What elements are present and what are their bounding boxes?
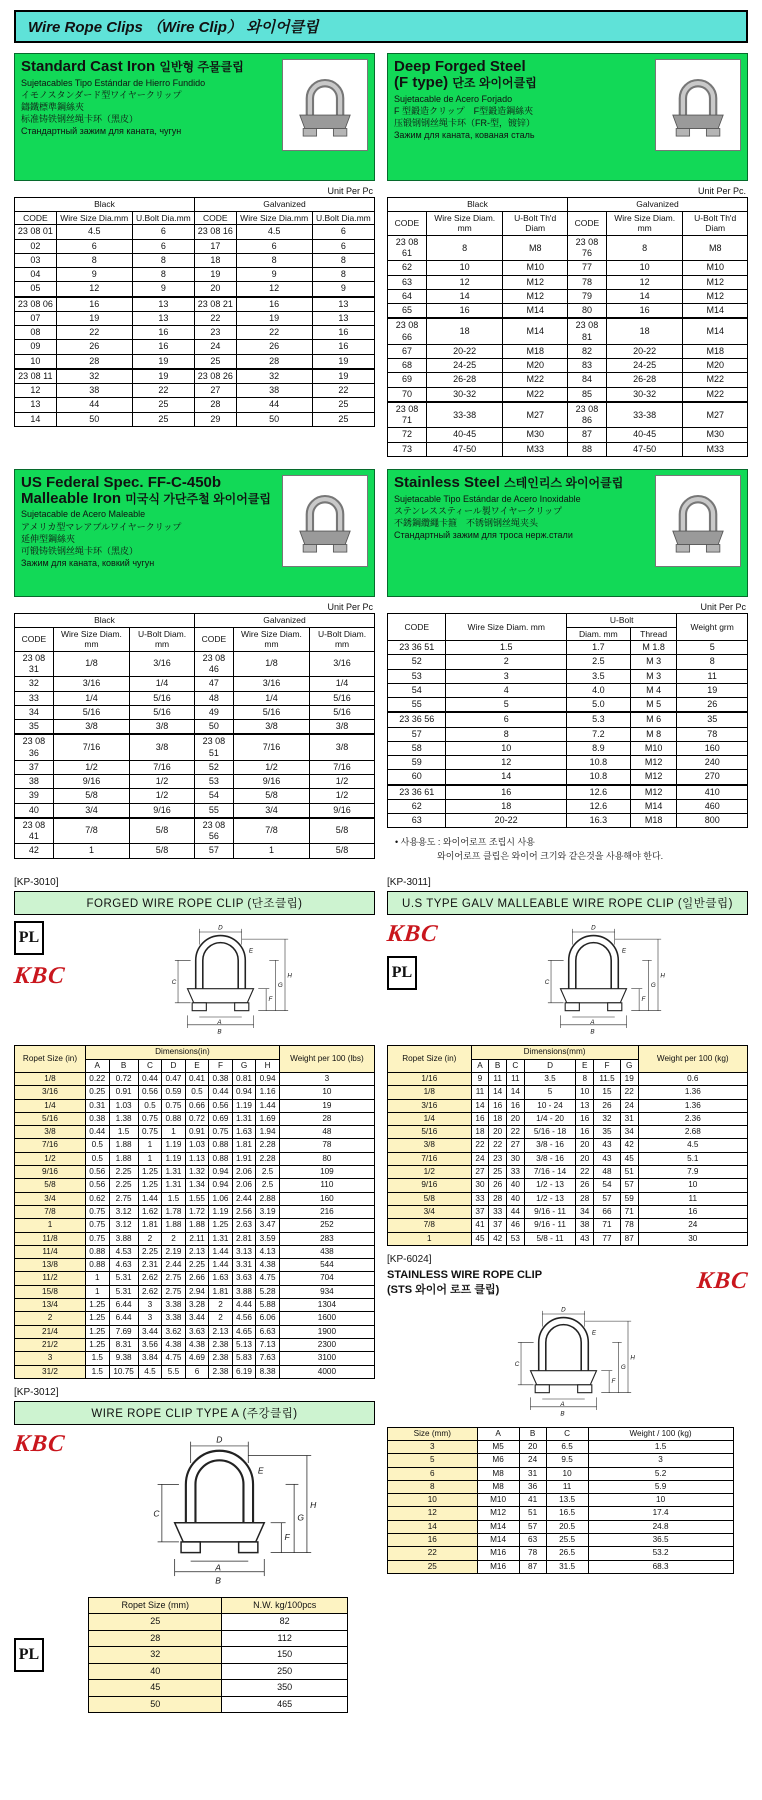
col-dim-g: G	[620, 1059, 638, 1072]
table-row: 5/16 18 20 22 5/16 - 18 16 35 34 2.68	[388, 1126, 748, 1139]
table-row: 55 5 5.0 M 5 26	[388, 698, 748, 713]
col-size: Size (mm)	[388, 1427, 478, 1440]
table-row: 9/16 30 26 40 1/2 - 13 26 54 57 10	[388, 1179, 748, 1192]
table-row: 1/8 0.22 0.72 0.44 0.47 0.41 0.38 0.81 0.94 3	[15, 1072, 375, 1085]
col-wire-size: Wire Size Diam. mm	[53, 627, 129, 651]
table-row: 1 0.75 3.12 1.81 1.88 1.88 1.25 2.63 3.47 252	[15, 1219, 375, 1232]
pl-logo: PL	[387, 956, 417, 990]
unit-label: Unit Per Pc	[327, 601, 373, 612]
table-row: 63 20-22 16.3 M18 800	[388, 814, 748, 828]
svg-text:F: F	[284, 1531, 290, 1542]
col-group-black: Black	[15, 198, 195, 212]
table-row: 60 14 10.8 M12 270	[388, 770, 748, 785]
panel-line: Зажим для каната, ковкий чугун	[21, 557, 155, 568]
table-row: 1/8 11 14 14 5 10 15 22 1.36	[388, 1086, 748, 1099]
table-row: 3/8 0.44 1.5 0.75 1 0.91 0.75 1.63 1.94 48	[15, 1126, 375, 1139]
table-row: 08 22 16 23 22 16	[15, 326, 375, 340]
table-row: 34 5/16 5/16 49 5/16 5/16	[15, 705, 375, 719]
section-malleable-iron	[14, 469, 375, 859]
table-row: 10 M10 41 13.5 10	[388, 1494, 734, 1507]
col-weight: Weight grm	[677, 613, 748, 640]
col-rope-size: Ropet Size (in)	[388, 1046, 472, 1073]
svg-text:D: D	[215, 1434, 223, 1445]
table-row: 6 M8 31 10 5.2	[388, 1467, 734, 1480]
panel-line: イモノスタンダード型ワイヤークリップ	[21, 89, 182, 100]
col-code: CODE	[194, 627, 233, 651]
note-line-1: • 사용용도 : 와이어로프 조립시 사용	[395, 837, 535, 848]
col-dim-a: A	[471, 1059, 489, 1072]
table-row: 3/16 0.25 0.91 0.56 0.59 0.5 0.44 0.94 1.16 10	[15, 1086, 375, 1099]
panel-cast-iron	[14, 53, 375, 181]
table-row: 02 6 6 17 6 6	[15, 239, 375, 253]
panel-line: ステンレススティール製ワイヤークリップ	[394, 505, 563, 516]
table-row: 03 8 8 18 8 8	[15, 253, 375, 267]
svg-text:B: B	[560, 1410, 565, 1418]
svg-text:A: A	[560, 1400, 565, 1408]
kp3011-heading: U.S TYPE GALV MALLEABLE WIRE ROPE CLIP (일반클립)	[387, 891, 748, 915]
table-row: 73 47-50 M33 88 47-50 M33	[388, 442, 748, 456]
table-row: 53 3 3.5 M 3 11	[388, 669, 748, 683]
col-dim-d: D	[524, 1059, 576, 1072]
panel-title: Deep Forged Steel (F type) 단조 와이어클립	[394, 58, 537, 91]
col-dim-a: A	[86, 1059, 110, 1072]
wire-clip-photo	[282, 59, 368, 151]
svg-text:D: D	[591, 925, 596, 933]
table-row: 57 8 7.2 M 8 78	[388, 727, 748, 741]
wire-clip-photo	[655, 59, 741, 151]
col-code: CODE	[15, 627, 54, 651]
table-row: 3 M5 20 6.5 1.5	[388, 1440, 734, 1453]
table-row: 15/8 1 5.31 2.62 2.75 2.94 1.81 3.88 5.28 934	[15, 1285, 375, 1298]
table-row: 40 250	[89, 1663, 348, 1680]
col-weight: Weight per 100 (kg)	[638, 1046, 747, 1073]
wire-clip-photo	[282, 475, 368, 567]
table-row: 23 08 36 7/16 3/8 23 08 51 7/16 3/8	[15, 734, 375, 760]
table-row: 3/8 22 22 27 3/8 - 16 20 43 42 4.5	[388, 1139, 748, 1152]
table-row: 23 08 61 8 M8 23 08 76 8 M8	[388, 235, 748, 261]
panel-line: 不銹鋼纜繩卡箍 不锈钢钢丝绳夹头	[394, 517, 539, 528]
table-row: 3/16 14 16 16 10 - 24 13 26 24 1.36	[388, 1099, 748, 1112]
panel-line: Стандартный зажим для каната, чугун	[21, 126, 182, 137]
panel-title: Standard Cast Iron 일반형 주물클립	[21, 58, 244, 75]
col-ubolt: U.Bolt Dia.mm	[132, 211, 194, 225]
svg-text:A: A	[590, 1019, 595, 1027]
col-ubolt: U.Bolt Dia.mm	[312, 211, 374, 225]
table-row: 11/8 0.75 3.88 2 2 2.11 1.31 2.81 3.59 283	[15, 1232, 375, 1245]
catalog-code-kp3012: [KP-3012]	[14, 1386, 59, 1398]
panel-line: 鑄鐵標準鋼絲夾	[21, 102, 85, 113]
table-row: 7/8 0.75 3.12 1.62 1.78 1.72 1.19 2.56 3.19 216	[15, 1205, 375, 1218]
table-row: 05 12 9 20 12 9	[15, 282, 375, 297]
panel-forged-steel	[387, 53, 748, 181]
table-row: 37 1/2 7/16 52 1/2 7/16	[15, 760, 375, 774]
col-code: CODE	[388, 613, 446, 640]
table-row: 58 10 8.9 M10 160	[388, 741, 748, 755]
table-row: 72 40-45 M30 87 40-45 M30	[388, 428, 748, 442]
svg-text:F: F	[611, 1377, 616, 1385]
col-dim-b: B	[489, 1059, 507, 1072]
table-row: 52 2 2.5 M 3 8	[388, 655, 748, 669]
table-row: 42 1 5/8 57 1 5/8	[15, 844, 375, 858]
malleable-iron-table	[14, 613, 375, 859]
kbc-logo: KBC	[385, 921, 440, 948]
unit-label: Unit Per Pc	[700, 601, 746, 612]
col-dim-a: A	[477, 1427, 519, 1440]
table-row: 3/4 37 33 44 9/16 - 11 34 66 71 16	[388, 1205, 748, 1218]
col-dim-d: D	[162, 1059, 186, 1072]
panel-malleable-iron	[14, 469, 375, 597]
svg-text:B: B	[214, 1575, 221, 1586]
table-row: 23 08 66 18 M14 23 08 81 18 M14	[388, 318, 748, 344]
col-group-dimensions: Dimensions(mm)	[471, 1046, 638, 1059]
table-row: 40 3/4 9/16 55 3/4 9/16	[15, 803, 375, 818]
section-kp3012	[14, 1387, 375, 1714]
table-row: 33 1/4 5/16 48 1/4 5/16	[15, 691, 375, 705]
clip-dimension-diagram	[448, 921, 748, 1039]
col-diam: Diam. mm	[566, 627, 630, 641]
col-dim-f: F	[594, 1059, 621, 1072]
section-kp3011	[387, 877, 748, 1245]
pl-logo: PL	[14, 1638, 44, 1672]
col-ubolt: U-Bolt Diam. mm	[130, 627, 195, 651]
stainless-steel-table	[387, 613, 748, 829]
kp3012-heading: WIRE ROPE CLIP TYPE A (주강클립)	[14, 1401, 375, 1425]
panel-title: US Federal Spec. FF-C-450b Malleable Iron 미국식 가단주철 와이어클립	[21, 473, 271, 507]
kp3010-table	[14, 1045, 375, 1378]
table-row: 35 3/8 3/8 50 3/8 3/8	[15, 720, 375, 735]
table-row: 7/16 0.5 1.88 1 1.19 1.03 0.88 1.81 2.28 78	[15, 1139, 375, 1152]
table-row: 12 38 22 27 38 22	[15, 384, 375, 398]
table-row: 07 19 13 22 19 13	[15, 311, 375, 325]
table-row: 11/2 1 5.31 2.62 2.75 2.66 1.63 3.63 4.75 704	[15, 1272, 375, 1285]
page-title: Wire Rope Clips （Wire Clip） 와이어클립	[14, 10, 748, 43]
table-row: 14 M14 57 20.5 24.8	[388, 1520, 734, 1533]
svg-text:G: G	[297, 1512, 304, 1523]
panel-line: Стандартный зажим для троса нерж.стали	[394, 530, 573, 541]
col-wire-size: Wire Size Dia.mm	[236, 211, 312, 225]
table-row: 69 26-28 M22 84 26-28 M22	[388, 373, 748, 387]
kp6024-heading: STAINLESS WIRE ROPE CLIP (STS 와이어 로프 클립)	[387, 1268, 543, 1297]
table-row: 13/8 0.88 4.63 2.31 2.44 2.25 1.44 3.31 4.38 544	[15, 1259, 375, 1272]
clip-dimension-diagram	[387, 1303, 748, 1421]
col-ubolt-thread: U-Bolt Th'd Diam	[683, 211, 748, 235]
table-row: 62 10 M10 77 10 M10	[388, 261, 748, 275]
kp3011-table	[387, 1045, 748, 1245]
panel-line: F 型鍛造クリップ F型鍛造鋼絲夾	[394, 105, 534, 116]
table-row: 32 3/16 1/4 47 3/16 1/4	[15, 677, 375, 691]
col-code: CODE	[567, 211, 606, 235]
col-rope-size: Ropet Size (mm)	[89, 1597, 222, 1614]
col-dim-f: F	[209, 1059, 233, 1072]
table-row: 21/4 1.25 7.69 3.44 3.62 3.63 2.13 4.65 6.63 1900	[15, 1325, 375, 1338]
kp6024-table	[387, 1427, 734, 1574]
col-dim-c: C	[507, 1059, 525, 1072]
panel-line: Sujetacable de Acero Maleable	[21, 509, 146, 520]
table-row: 23 08 01 4.5 6 23 08 16 4.5 6	[15, 225, 375, 239]
table-row: 23 08 11 32 19 23 08 26 32 19	[15, 369, 375, 384]
table-row: 32 150	[89, 1647, 348, 1664]
col-dim-e: E	[576, 1059, 594, 1072]
col-group-galvanized: Galvanized	[194, 613, 374, 627]
table-row: 25 M16 87 31.5 68.3	[388, 1560, 734, 1573]
panel-title: Stainless Steel 스테인리스 와이어클립	[394, 473, 624, 491]
col-code: CODE	[194, 211, 236, 225]
col-weight: Weight per 100 (lbs)	[279, 1046, 374, 1073]
kbc-logo: KBC	[12, 963, 67, 990]
col-wire-size: Wire Size Diam. mm	[446, 613, 566, 640]
table-row: 62 18 12.6 M14 460	[388, 799, 748, 813]
clip-dimension-diagram	[75, 921, 375, 1039]
col-net-weight: N.W. kg/100pcs	[222, 1597, 347, 1614]
table-row: 64 14 M12 79 14 M12	[388, 289, 748, 303]
table-row: 23 08 06 16 13 23 08 21 16 13	[15, 297, 375, 312]
svg-text:G: G	[620, 1363, 626, 1371]
table-row: 68 24-25 M20 83 24-25 M20	[388, 359, 748, 373]
table-row: 23 08 31 1/8 3/16 23 08 46 1/8 3/16	[15, 651, 375, 677]
svg-text:H: H	[660, 973, 666, 981]
table-row: 54 4 4.0 M 4 19	[388, 683, 748, 697]
catalog-code-kp3011: [KP-3011]	[387, 877, 431, 889]
col-group-black: Black	[388, 198, 568, 212]
svg-text:G: G	[651, 982, 657, 990]
table-row: 50 465	[89, 1696, 348, 1713]
table-row: 16 M14 63 25.5 36.5	[388, 1533, 734, 1546]
svg-text:G: G	[278, 982, 284, 990]
table-row: 25 82	[89, 1614, 348, 1631]
col-wire-size: Wire Size Diam. mm	[426, 211, 503, 235]
usage-note	[387, 836, 748, 863]
table-row: 1/16 9 11 11 3.5 8 11.5 19 0.6	[388, 1072, 748, 1085]
section-deep-forged-steel	[387, 53, 748, 457]
col-dim-e: E	[185, 1059, 209, 1072]
table-row: 7/16 24 23 30 3/8 - 16 20 43 45 5.1	[388, 1152, 748, 1165]
table-row: 12 M12 51 16.5 17.4	[388, 1507, 734, 1520]
table-row: 7/8 41 37 46 9/16 - 11 38 71 78 24	[388, 1219, 748, 1232]
table-row: 1/2 0.5 1.88 1 1.19 1.13 0.88 1.91 2.28 80	[15, 1152, 375, 1165]
table-row: 5/8 0.56 2.25 1.25 1.31 1.34 0.94 2.06 2.5 110	[15, 1179, 375, 1192]
catalog-code-kp3010: [KP-3010]	[14, 877, 59, 889]
pl-logo: PL	[14, 921, 44, 955]
panel-line: Sujetacable de Acero Forjado	[394, 93, 513, 104]
panel-line: Зажим для каната, кованая сталь	[394, 129, 535, 140]
col-code: CODE	[388, 211, 427, 235]
col-dim-g: G	[232, 1059, 256, 1072]
panel-line: アメリカ型マレアブルワイヤークリップ	[21, 521, 182, 532]
svg-text:D: D	[218, 925, 223, 933]
table-row: 09 26 16 24 26 16	[15, 340, 375, 354]
col-ubolt-thread: U-Bolt Th'd Diam	[503, 211, 568, 235]
unit-label: Unit Per Pc.	[697, 186, 746, 196]
table-row: 8 M8 36 11 5.9	[388, 1480, 734, 1493]
svg-text:H: H	[287, 973, 293, 981]
svg-text:H: H	[630, 1354, 635, 1362]
panel-line: 标准铸铁钢丝绳卡环（黑皮）	[21, 114, 139, 125]
svg-text:E: E	[622, 947, 627, 955]
table-row: 10 28 19 25 28 19	[15, 354, 375, 369]
table-row: 3 1.5 9.38 3.84 4.75 4.69 2.38 5.83 7.63 3100	[15, 1352, 375, 1365]
cast-iron-table	[14, 197, 375, 427]
svg-text:B: B	[217, 1028, 222, 1036]
col-dim-b: B	[109, 1059, 138, 1072]
col-weight: Weight / 100 (kg)	[588, 1427, 733, 1440]
table-row: 31/2 1.5 10.75 4.5 5.5 6 2.38 6.19 8.38 4000	[15, 1365, 375, 1378]
panel-line: 延伸型鋼絲夾	[21, 533, 76, 544]
table-row: 11/4 0.88 4.53 2.25 2.19 2.13 1.44 3.13 4.13 438	[15, 1245, 375, 1258]
svg-text:E: E	[257, 1465, 264, 1476]
col-code: CODE	[15, 211, 57, 225]
svg-text:A: A	[217, 1019, 222, 1027]
panel-line: Sujetacables Tipo Estándar de Hierro Fundido	[21, 77, 206, 88]
svg-text:B: B	[590, 1028, 595, 1036]
section-kp3010	[14, 877, 375, 1378]
table-row: 38 9/16 1/2 53 9/16 1/2	[15, 775, 375, 789]
svg-text:C: C	[171, 979, 177, 987]
col-wire-size: Wire Size Dia.mm	[56, 211, 132, 225]
section-kp6024	[387, 1254, 748, 1574]
svg-text:F: F	[641, 996, 646, 1004]
panel-line: 压锻钢钢丝绳卡环（FR-型，镀锌）	[394, 117, 535, 128]
panel-stainless-steel	[387, 469, 748, 597]
section-stainless-steel	[387, 469, 748, 864]
forged-steel-table	[387, 197, 748, 457]
col-wire-size: Wire Size Diam. mm	[606, 211, 683, 235]
col-group-galvanized: Galvanized	[567, 198, 747, 212]
table-row: 13 44 25 28 44 25	[15, 398, 375, 412]
table-row: 9/16 0.56 2.25 1.25 1.31 1.32 0.94 2.06 2.5 109	[15, 1166, 375, 1179]
clip-dimension-diagram	[75, 1431, 375, 1591]
col-dim-b: B	[519, 1427, 546, 1440]
svg-text:E: E	[249, 947, 254, 955]
table-row: 21/2 1.25 8.31 3.56 4.38 4.38 2.38 5.13 7.13 2300	[15, 1338, 375, 1351]
table-row: 1/4 16 18 20 1/4 - 20 16 32 31 2.36	[388, 1112, 748, 1125]
table-row: 28 112	[89, 1630, 348, 1647]
col-ubolt: U-Bolt Diam. mm	[310, 627, 375, 651]
svg-text:C: C	[514, 1360, 519, 1368]
table-row: 23 36 51 1.5 1.7 M 1.8 5	[388, 641, 748, 655]
table-row: 5/8 33 28 40 1/2 - 13 28 57 59 11	[388, 1192, 748, 1205]
table-row: 67 20-22 M18 82 20-22 M18	[388, 344, 748, 358]
svg-text:H: H	[309, 1499, 316, 1510]
svg-text:D: D	[560, 1306, 566, 1314]
table-row: 1 45 42 53 5/8 - 11 43 77 87 30	[388, 1232, 748, 1245]
col-wire-size: Wire Size Diam. mm	[233, 627, 309, 651]
col-dim-c: C	[138, 1059, 162, 1072]
table-row: 14 50 25 29 50 25	[15, 412, 375, 426]
svg-text:C: C	[153, 1508, 160, 1519]
table-row: 1/4 0.31 1.03 0.5 0.75 0.66 0.56 1.19 1.44 19	[15, 1099, 375, 1112]
table-row: 23 36 56 6 5.3 M 6 35	[388, 712, 748, 727]
panel-line: 可锻铸铁钢丝绳卡环（黑皮）	[21, 545, 139, 556]
col-dim-h: H	[256, 1059, 280, 1072]
panel-line: Sujetacable Tipo Estándar de Acero Inoxidable	[394, 493, 581, 504]
table-row: 04 9 8 19 9 8	[15, 268, 375, 282]
col-thread: Thread	[630, 627, 677, 641]
table-row: 65 16 M14 80 16 M14	[388, 304, 748, 319]
table-row: 2 1.25 6.44 3 3.38 3.44 2 4.56 6.06 1600	[15, 1312, 375, 1325]
table-row: 70 30-32 M22 85 30-32 M22	[388, 387, 748, 402]
col-group-dimensions: Dimensions(in)	[86, 1046, 280, 1059]
table-row: 22 M16 78 26.5 53.2	[388, 1547, 734, 1560]
table-row: 5 M6 24 9.5 3	[388, 1454, 734, 1467]
col-rope-size: Ropet Size (in)	[15, 1046, 86, 1073]
kbc-logo: KBC	[695, 1267, 750, 1294]
svg-text:F: F	[268, 996, 273, 1004]
table-row: 45 350	[89, 1680, 348, 1697]
table-row: 23 36 61 16 12.6 M12 410	[388, 785, 748, 800]
col-group-black: Black	[15, 613, 195, 627]
col-dim-c: C	[546, 1427, 588, 1440]
svg-text:C: C	[544, 979, 550, 987]
col-group-galvanized: Galvanized	[194, 198, 374, 212]
wire-clip-photo	[655, 475, 741, 567]
catalog-code-kp6024: [KP-6024]	[387, 1253, 432, 1265]
kbc-logo: KBC	[12, 1430, 67, 1457]
kp3012-table	[88, 1597, 348, 1714]
svg-text:A: A	[214, 1562, 221, 1573]
table-row: 3/4 0.62 2.75 1.44 1.5 1.55 1.06 2.44 2.88 160	[15, 1192, 375, 1205]
table-row: 59 12 10.8 M12 240	[388, 756, 748, 770]
table-row: 13/4 1.25 6.44 3 3.38 3.28 2 4.44 5.88 1304	[15, 1299, 375, 1312]
unit-label: Unit Per Pc	[327, 186, 373, 196]
table-row: 23 08 71 33-38 M27 23 08 86 33-38 M27	[388, 402, 748, 428]
table-row: 63 12 M12 78 12 M12	[388, 275, 748, 289]
kp3010-heading: FORGED WIRE ROPE CLIP (단조클립)	[14, 891, 375, 915]
svg-text:E: E	[591, 1329, 596, 1337]
table-row: 23 08 41 7/8 5/8 23 08 56 7/8 5/8	[15, 818, 375, 844]
table-row: 39 5/8 1/2 54 5/8 1/2	[15, 789, 375, 803]
col-group-ubolt: U-Bolt	[566, 613, 677, 627]
note-line-2: 와이어로프 클립은 와이어 크기와 같은것을 사용해야 한다.	[437, 850, 664, 861]
table-row: 1/2 27 25 33 7/16 - 14 22 48 51 7.9	[388, 1166, 748, 1179]
section-standard-cast-iron	[14, 53, 375, 427]
table-row: 5/16 0.38 1.38 0.75 0.88 0.72 0.69 1.31 1.69 28	[15, 1112, 375, 1125]
